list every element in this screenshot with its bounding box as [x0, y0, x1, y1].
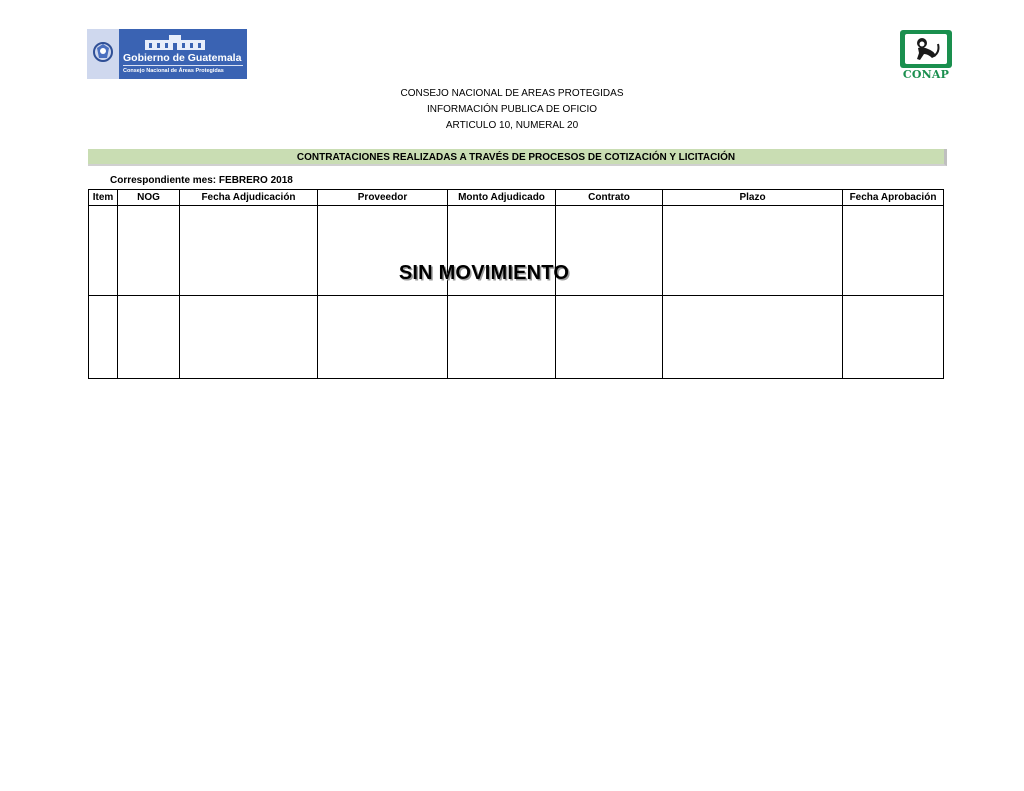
conap-name: CONAP [902, 68, 950, 81]
period-label: Correspondiente mes: FEBRERO 2018 [110, 175, 293, 186]
empty-table-message: SIN MOVIMIENTO [398, 262, 570, 284]
column-header-plazo: Plazo [739, 192, 766, 203]
header-line-3: ARTICULO 10, NUMERAL 20 [445, 120, 579, 131]
column-header-fecha-adjudicacion: Fecha Adjudicación [201, 192, 296, 203]
table-row-divider [89, 295, 943, 296]
section-title-bar: CONTRATACIONES REALIZADAS A TRAVÉS DE PROCESOS DE COTIZACIÓN Y LICITACIÓN [88, 149, 947, 166]
column-header-nog: NOG [137, 192, 160, 203]
column-header-monto-adjudicado: Monto Adjudicado [458, 192, 545, 203]
header-line-1: CONSEJO NACIONAL DE AREAS PROTEGIDAS [400, 88, 624, 99]
column-header-item: Item [92, 192, 114, 203]
header-line-2: INFORMACIÓN PUBLICA DE OFICIO [426, 104, 598, 115]
monkey-icon [908, 34, 944, 64]
conap-logo [897, 30, 955, 82]
gobierno-subtitle: Consejo Nacional de Áreas Protegidas [123, 68, 224, 74]
gobierno-guatemala-logo [87, 29, 247, 79]
coat-of-arms-icon [87, 29, 119, 79]
column-header-proveedor: Proveedor [357, 192, 408, 203]
conap-emblem [900, 30, 952, 68]
logo-divider [123, 65, 243, 66]
column-header-fecha-aprobacion: Fecha Aprobación [849, 192, 937, 203]
gobierno-name: Gobierno de Guatemala [123, 52, 242, 64]
column-header-contrato: Contrato [588, 192, 630, 203]
